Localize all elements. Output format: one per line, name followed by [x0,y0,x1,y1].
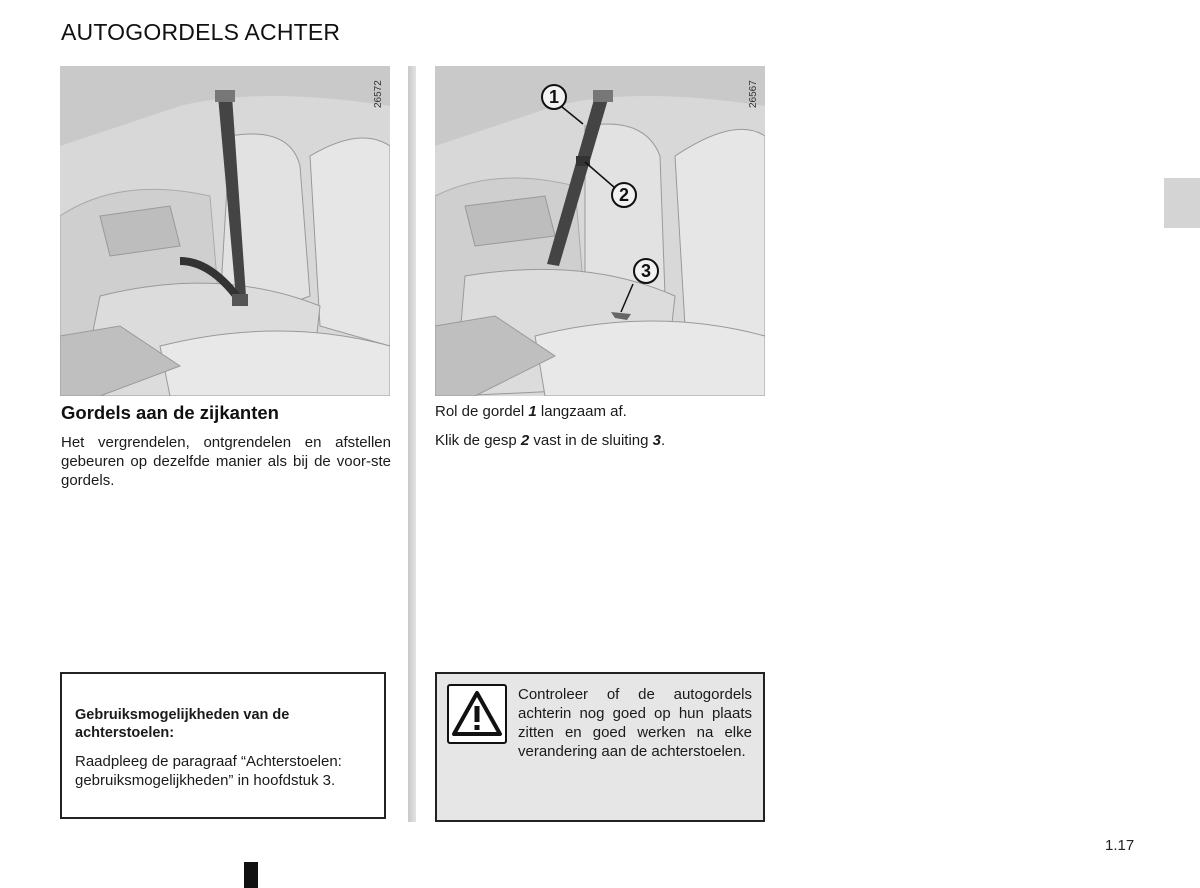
callout-2: 2 [611,182,637,208]
step1-ref: 1 [528,403,537,420]
page-edge-mark [244,862,258,888]
note-title: Gebruiksmogelijkheden van de achterstoelen: [75,707,290,741]
step2-text-b: vast in de sluiting [529,432,653,449]
left-seatbelt-illustration [60,66,390,396]
section-heading: Gordels aan de zijkanten [61,402,279,423]
chapter-tab [1164,178,1200,228]
step1-text-b: langzaam af. [536,403,627,420]
callout-3: 3 [633,258,659,284]
warning-text-content: Controleer of de autogordels achterin nog goed op hun plaats zitten en goed werken na elke verandering aan de achterstoelen. [518,686,752,760]
step2-ref-2: 3 [652,432,661,449]
page-title: AUTOGORDELS ACHTER [61,19,341,45]
step2-ref-1: 2 [520,432,530,449]
instruction-step-2 [435,431,765,450]
step1-text-a: Rol de gordel [435,403,529,420]
rear-seat-callout-drawing [435,66,765,396]
column-divider [408,66,416,822]
page-number: 1.17 [1105,837,1135,854]
warning-box [435,672,765,822]
rear-seat-drawing [60,66,390,396]
right-seatbelt-illustration [435,66,765,396]
step2-text-a: Klik de gesp [435,432,521,449]
step2-text-c: . [660,432,666,449]
callout-1: 1 [541,84,567,110]
right-figure-code: 26567 [748,80,759,108]
usage-note-box [60,672,386,819]
warning-text [450,685,752,761]
left-figure-code: 26572 [373,80,384,108]
instruction-step-1 [435,402,765,421]
side-belts-paragraph: Het vergrendelen, ontgrendelen en afstellen gebeuren op dezelfde manier als bij de voor-ste gordels. [61,434,391,489]
note-text: Raadpleeg de paragraaf “Achterstoelen: gebruiksmogelijkheden” in hoofdstuk 3. [75,753,342,789]
